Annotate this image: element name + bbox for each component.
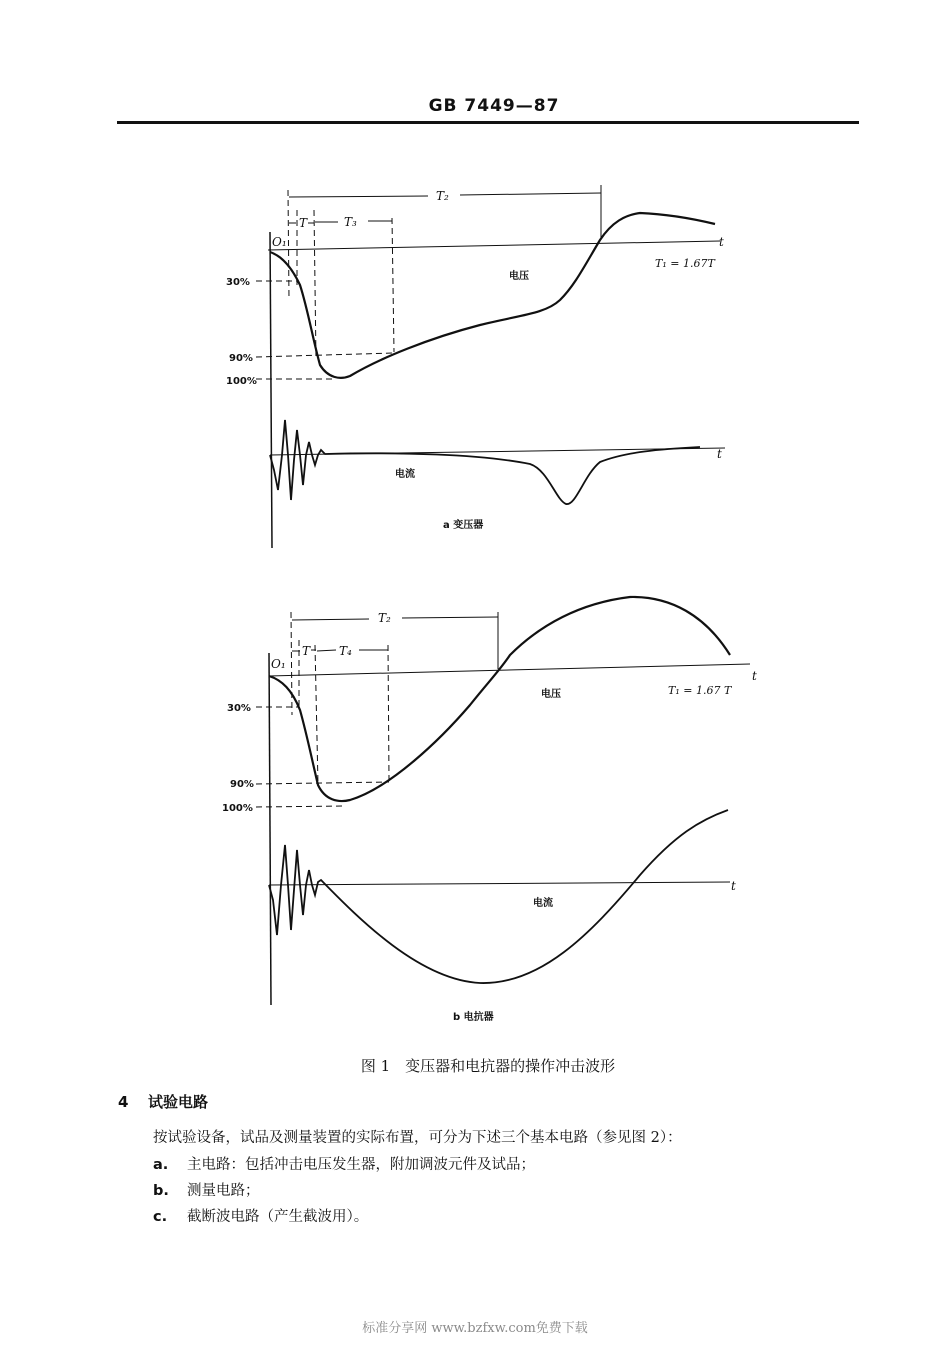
fig-b-label-T4: T₄ [339, 644, 352, 658]
figure-caption: 图 1 变压器和电抗器的操作冲击波形 [360, 1057, 616, 1075]
fig-a-label-100: 100% [226, 376, 257, 387]
fig-a-formula: T₁ = 1.67T [655, 257, 715, 270]
fig-a-voltage-label: 电压 [509, 271, 529, 282]
list-item-text: 截断波电路（产生截波用）。 [187, 1209, 369, 1225]
fig-a-current-label: 电流 [395, 469, 415, 480]
fig-a-label-T: T [299, 216, 308, 230]
document-header-title: GB 7449—87 [428, 96, 560, 116]
fig-b-label-30: 30% [227, 703, 251, 714]
fig-b-label-T2: T₂ [378, 611, 391, 625]
list-item-text: 主电路：包括冲击电压发生器，附加调波元件及试品； [187, 1157, 535, 1173]
fig-b-voltage-time-axis [269, 664, 750, 676]
fig-b-current-curve [269, 810, 728, 983]
section-heading [118, 1091, 208, 1112]
fig-b-voltage-label: 电压 [541, 689, 561, 700]
section-title: 试验电路 [148, 1093, 209, 1111]
list-item-text: 测量电路； [187, 1183, 260, 1199]
intro-paragraph: 按试验设备，试品及测量装置的实际布置，可分为下述三个基本电路（参见图 2）： [153, 1130, 682, 1146]
section-number: 4 [118, 1093, 129, 1111]
fig-b-vertical-axis [269, 653, 271, 1005]
fig-b-voltage-curve [269, 597, 730, 801]
fig-a-label-T2: T₂ [436, 189, 449, 203]
list-item [153, 1179, 260, 1200]
footer-watermark: 标准分享网 www.bzfxw.com免费下载 [362, 1321, 588, 1336]
fig-a-label-t-current: t [717, 447, 722, 461]
list-item-key: c. [153, 1209, 168, 1225]
fig-b-formula: T₁ = 1.67 T [668, 684, 732, 697]
fig-a-label-O1: O₁ [272, 235, 287, 249]
fig-a-label-90: 90% [229, 353, 253, 364]
fig-b-label-t-voltage: t [752, 669, 757, 683]
fig-a-label-T3: T₃ [344, 215, 357, 229]
fig-b-label-T: T [302, 644, 311, 658]
fig-b-label-90: 90% [230, 779, 254, 790]
list-item [153, 1153, 535, 1174]
fig-a-label-30: 30% [226, 277, 250, 288]
fig-b-current-time-axis [269, 882, 730, 885]
fig-a-label-t-voltage: t [719, 235, 724, 249]
fig-b-label-O1: O₁ [271, 657, 286, 671]
list-item-key: b. [153, 1183, 169, 1199]
list-item-key: a. [153, 1157, 169, 1173]
list-item [153, 1205, 368, 1226]
fig-b-label-t-current: t [731, 879, 736, 893]
fig-b-label-100: 100% [222, 803, 253, 814]
fig-b-current-label: 电流 [533, 898, 553, 909]
fig-a-caption: a 变压器 [443, 520, 484, 531]
fig-b-caption: b 电抗器 [453, 1012, 494, 1023]
